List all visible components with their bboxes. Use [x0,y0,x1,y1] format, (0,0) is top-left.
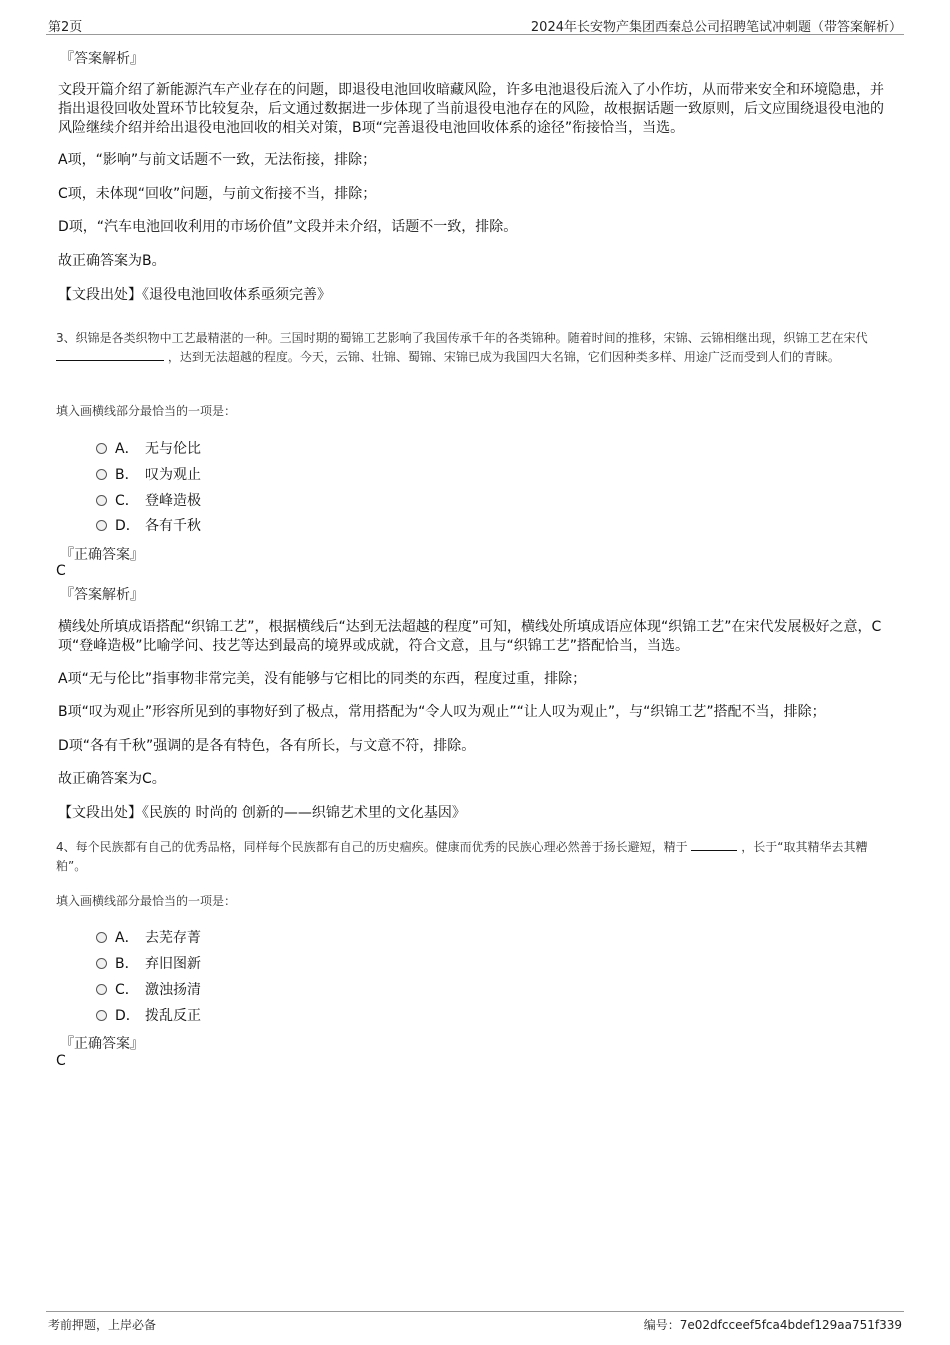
page-number: 第2页 [48,20,83,35]
option-b[interactable]: B． 叹为观止 [96,464,201,484]
analysis-conclusion: 故正确答案为B。 [58,253,166,269]
passage-source: 【文段出处】《退役电池回收体系亟须完善》 [58,287,331,303]
analysis-paragraph: A项“无与伦比”指事物非常完美，没有能够与它相比的同类的东西，程度过重，排除； [58,671,587,687]
option-d[interactable]: D． 拨乱反正 [96,1005,201,1025]
document-id: 编号：7e02dfcceef5fca4bdef129aa751f339 [643,1318,902,1332]
analysis-paragraph: C项，未体现“回收”问题，与前文衔接不当，排除； [58,186,377,202]
page-header [46,14,904,35]
answer-heading: 『正确答案』 [60,547,144,563]
radio-icon[interactable] [96,1010,107,1021]
question-instruction: 填入画横线部分最恰当的一项是： [56,404,237,418]
question-stem-text: ，达到无法超越的程度。今天，云锦、壮锦、蜀锦、宋锦已成为我国四大名锦，它们因种类多样、用途广泛而受到人们的青睐。 [167,350,840,364]
analysis-heading: 『答案解析』 [60,587,144,603]
fill-blank [56,348,164,361]
question-instruction: 填入画横线部分最恰当的一项是： [56,894,237,908]
radio-icon[interactable] [96,443,107,454]
question-3-stem [56,329,896,367]
option-a[interactable]: A． 去芜存菁 [96,927,201,947]
radio-icon[interactable] [96,958,107,969]
radio-icon[interactable] [96,469,107,480]
fill-blank [691,838,737,851]
answer-heading: 『正确答案』 [60,1036,144,1052]
correct-answer: C [56,1053,66,1069]
question-stem-text: 4、每个民族都有自己的优秀品格，同样每个民族都有自己的历史痼疾。健康而优秀的民族心理必然善于扬长避短，精于 [56,840,688,854]
question-stem-text: 3、织锦是各类织物中工艺最精湛的一种。三国时期的蜀锦工艺影响了我国传承千年的各类锦种。随着时间的推移，宋锦、云锦相继出现，织锦工艺在宋代 [56,331,868,345]
analysis-paragraph: D项，“汽车电池回收利用的市场价值”文段并未介绍，话题不一致，排除。 [58,219,518,235]
analysis-heading: 『答案解析』 [60,51,144,67]
page-footer [46,1311,904,1334]
correct-answer: C [56,563,66,579]
passage-source: 【文段出处】《民族的 时尚的 创新的——织锦艺术里的文化基因》 [58,805,466,821]
question-stem-text: ，长于“取其精华去其糟粕”。 [56,840,868,873]
option-d[interactable]: D． 各有千秋 [96,515,201,535]
analysis-paragraph: 文段开篇介绍了新能源汽车产业存在的问题，即退役电池回收暗藏风险，许多电池退役后流入了小作坊，从而带来安全和环境隐患，并指出退役回收处置环节比较复杂，后文通过数据进一步体现了当前退役电池存在的风险，故根据话题一致原则，后文应围绕退役电池的风险继续介绍并给出退役电池回收的相关对策，B项“完善退役电池回收体系的途径”衔接恰当，当选。 [58,82,884,136]
analysis-paragraph: A项，“影响”与前文话题不一致，无法衔接，排除； [58,152,377,168]
radio-icon[interactable] [96,495,107,506]
option-b[interactable]: B． 弃旧图新 [96,953,201,973]
option-c[interactable]: C． 登峰造极 [96,490,201,510]
option-c[interactable]: C． 激浊扬清 [96,979,201,999]
analysis-paragraph: 横线处所填成语搭配“织锦工艺”，根据横线后“达到无法超越的程度”可知，横线处所填成语应体现“织锦工艺”在宋代发展极好之意，C项“登峰造极”比喻学问、技艺等达到最高的境界或成就，符合文意，且与“织锦工艺”搭配恰当，当选。 [58,619,882,654]
analysis-paragraph: B项“叹为观止”形容所见到的事物好到了极点，常用搭配为“令人叹为观止”“让人叹为观止”，与“织锦工艺”搭配不当，排除； [58,704,826,720]
analysis-conclusion: 故正确答案为C。 [58,771,166,787]
analysis-paragraph: D项“各有千秋”强调的是各有特色，各有所长，与文意不符，排除。 [58,738,476,754]
radio-icon[interactable] [96,520,107,531]
question-4-stem [56,838,896,876]
document-title: 2024年长安物产集团西秦总公司招聘笔试冲刺题（带答案解析） [530,20,902,35]
option-a[interactable]: A． 无与伦比 [96,438,201,458]
radio-icon[interactable] [96,932,107,943]
footer-slogan: 考前押题，上岸必备 [48,1318,157,1332]
radio-icon[interactable] [96,984,107,995]
